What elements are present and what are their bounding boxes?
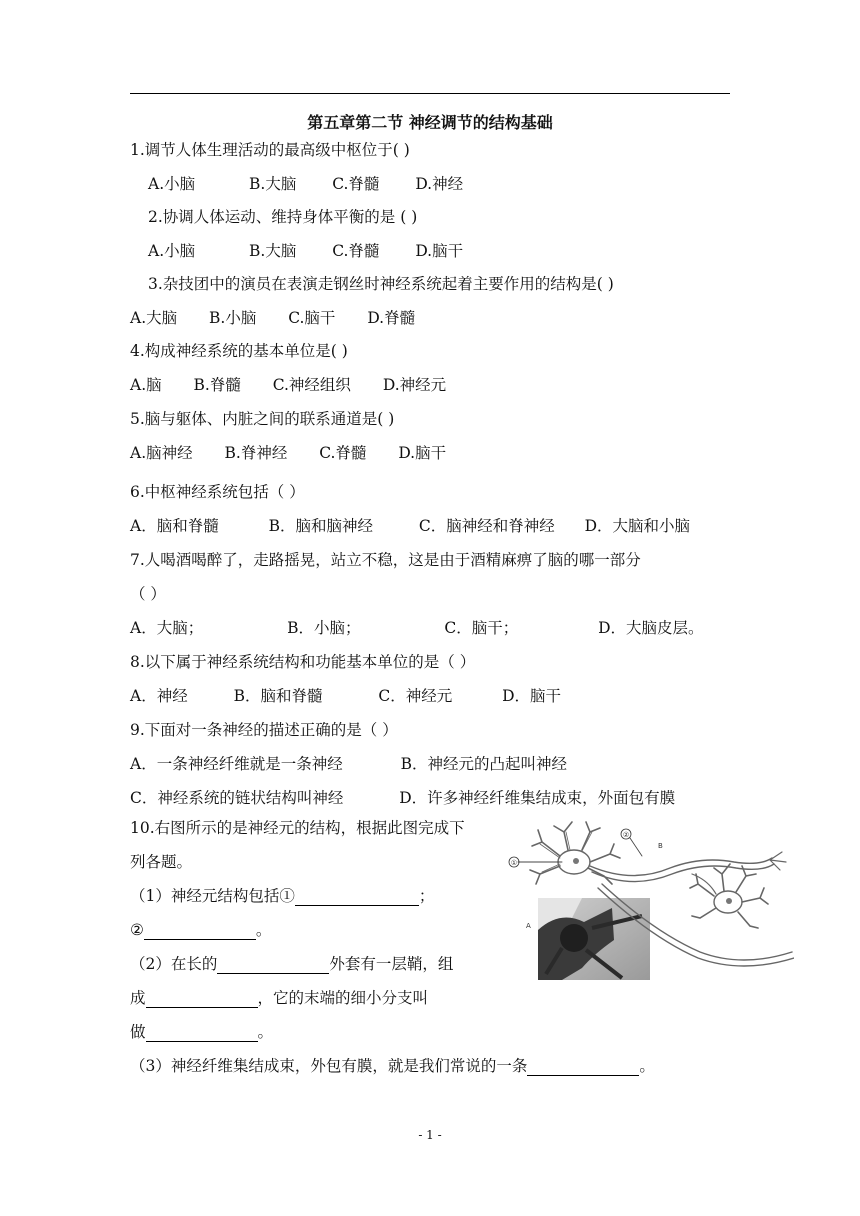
q8-options <box>130 686 561 706</box>
answer-blank-3[interactable] <box>217 957 329 974</box>
q5-option-c: C.脊髓 <box>319 444 367 462</box>
q2-option-a: A.小脑 <box>148 242 196 260</box>
q7-answer-bracket: （ ） <box>130 585 166 603</box>
q10-period-3: 。 <box>639 1057 655 1075</box>
q8-option-a: A．神经 <box>130 687 188 705</box>
q7-option-c: C．脑干； <box>444 619 519 637</box>
q2-options <box>148 241 463 261</box>
q2-option-b: B.大脑 <box>249 242 297 260</box>
q7-options <box>130 618 704 638</box>
q10-part2-e: 做 <box>130 1023 146 1041</box>
q5-option-a: A.脑神经 <box>130 444 193 462</box>
q9-options-row2 <box>130 788 675 808</box>
q6-stem: 6.中枢神经系统包括（ ） <box>130 483 305 501</box>
figure-label-a: A <box>526 922 531 930</box>
page-number: - 1 - <box>418 1128 442 1142</box>
q5-options <box>130 443 446 463</box>
q7-option-b: B．小脑； <box>287 619 361 637</box>
q6-option-a: A．脑和脊髓 <box>130 517 219 535</box>
answer-blank-2[interactable] <box>144 923 256 940</box>
q2-option-c: C.脊髓 <box>332 242 380 260</box>
page-title: 第五章第二节 神经调节的结构基础 <box>307 113 553 132</box>
q3-option-d: D.脊髓 <box>367 309 416 327</box>
q3-option-b: B.小脑 <box>209 309 257 327</box>
answer-blank-1[interactable] <box>295 889 419 906</box>
q5-option-d: D.脑干 <box>398 444 447 462</box>
q10-stem-line1: 10.右图所示的是神经元的结构，根据此图完成下 <box>130 819 465 837</box>
q8-option-c: C．神经元 <box>378 687 453 705</box>
q10-part3-line <box>130 1056 655 1076</box>
q10-part2-a: （2）在长的 <box>130 955 218 973</box>
q4-options <box>130 375 446 395</box>
figure-label-1: ① <box>510 859 518 867</box>
q4-option-b: B.脊髓 <box>193 376 241 394</box>
q7-stem: 7.人喝酒喝醉了，走路摇晃，站立不稳，这是由于酒精麻痹了脑的哪一部分 <box>130 551 641 569</box>
q10-part1-marker2: ② <box>130 921 144 939</box>
q10-period: 。 <box>255 921 272 939</box>
q10-part2-b: 外套有一层鞘，组 <box>329 955 454 973</box>
figure-label-2: ② <box>622 831 630 839</box>
q2-stem: 2.协调人体运动、维持身体平衡的是 ( ) <box>148 208 418 226</box>
q7-option-d: D．大脑皮层。 <box>598 619 704 637</box>
q2-option-d: D.脑干 <box>415 242 464 260</box>
q5-stem: 5.脑与躯体、内脏之间的联系通道是( ) <box>130 410 395 428</box>
q8-stem: 8.以下属于神经系统结构和功能基本单位的是（ ） <box>130 653 476 671</box>
q9-option-a: A．一条神经纤维就是一条神经 <box>130 755 343 773</box>
q10-part2-line3 <box>130 1022 273 1042</box>
q10-part1-prefix: （1）神经元结构包括① <box>130 887 295 905</box>
q5-option-b: B.脊神经 <box>224 444 288 462</box>
q10-part2-c: 成 <box>130 989 146 1007</box>
q9-option-b: B．神经元的凸起叫神经 <box>400 755 567 773</box>
q9-stem: 9.下面对一条神经的描述正确的是（ ） <box>130 721 398 739</box>
q9-option-d: D．许多神经纤维集结成束，外面包有膜 <box>399 789 676 807</box>
q9-option-c: C．神经系统的链状结构叫神经 <box>130 789 344 807</box>
q1-option-a: A.小脑 <box>148 175 196 193</box>
q1-option-c: C.脊髓 <box>332 175 380 193</box>
q4-option-a: A.脑 <box>130 376 162 394</box>
q10-part2-d: ，它的末端的细小分支叫 <box>257 989 429 1007</box>
answer-blank-5[interactable] <box>146 1025 258 1042</box>
q3-option-a: A.大脑 <box>130 309 178 327</box>
q4-option-d: D.神经元 <box>382 376 447 394</box>
q6-option-c: C．脑神经和脊神经 <box>418 517 555 535</box>
q10-part2-line2 <box>130 988 428 1008</box>
q1-option-b: B.大脑 <box>249 175 297 193</box>
q4-option-c: C.神经组织 <box>272 376 351 394</box>
answer-blank-6[interactable] <box>527 1059 639 1076</box>
q1-options <box>148 174 463 194</box>
q10-part3-a: （3）神经纤维集结成束，外包有膜，就是我们常说的一条 <box>130 1057 528 1075</box>
neuron-structure-figure <box>502 818 794 988</box>
q4-stem: 4.构成神经系统的基本单位是( ) <box>130 342 348 360</box>
q10-part1-sep: ； <box>418 887 435 905</box>
q10-stem-line2: 列各题。 <box>130 853 193 871</box>
q8-option-b: B．脑和脊髓 <box>233 687 323 705</box>
q3-stem: 3.杂技团中的演员在表演走钢丝时神经系统起着主要作用的结构是( ) <box>148 275 614 293</box>
q3-options <box>130 308 415 328</box>
q10-part1-line2 <box>130 920 271 940</box>
q10-period-2: 。 <box>257 1023 274 1041</box>
answer-blank-4[interactable] <box>146 991 258 1008</box>
q1-option-d: D.神经 <box>415 175 464 193</box>
header-rule <box>130 93 730 94</box>
q9-options-row1 <box>130 754 567 774</box>
q6-options <box>130 516 690 536</box>
q10-part1-line1 <box>130 886 434 906</box>
q10-part2-line1 <box>130 954 453 974</box>
q8-option-d: D．脑干 <box>502 687 562 705</box>
q1-stem: 1.调节人体生理活动的最高级中枢位于( ) <box>130 141 410 159</box>
q3-option-c: C.脑干 <box>288 309 336 327</box>
figure-label-b: B <box>658 842 663 850</box>
q7-option-a: A．大脑； <box>130 619 204 637</box>
q6-option-b: B．脑和脑神经 <box>268 517 373 535</box>
q6-option-d: D．大脑和小脑 <box>584 517 691 535</box>
